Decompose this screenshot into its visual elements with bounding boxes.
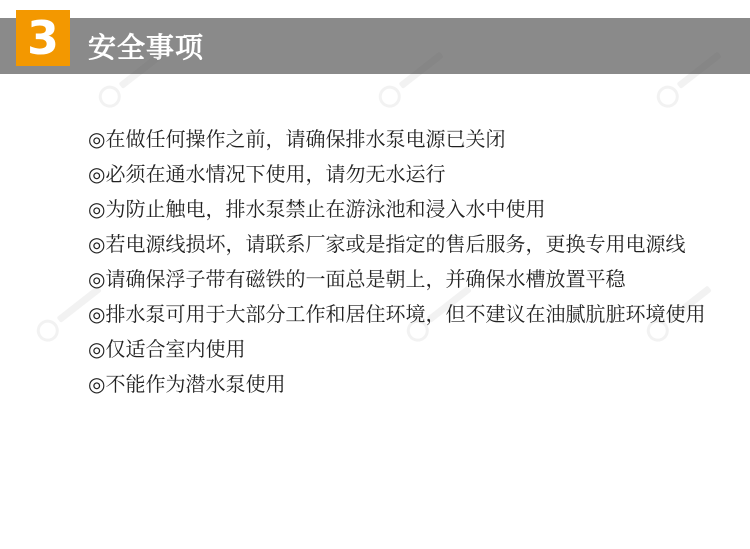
section-title: 安全事项 xyxy=(88,31,205,64)
safety-note-item: ◎请确保浮子带有磁铁的一面总是朝上，并确保水槽放置平稳 xyxy=(88,267,626,291)
safety-note-item: ◎不能作为潜水泵使用 xyxy=(88,372,286,396)
safety-note-item: ◎若电源线损坏，请联系厂家或是指定的售后服务，更换专用电源线 xyxy=(88,232,686,256)
safety-note-item: ◎在做任何操作之前，请确保排水泵电源已关闭 xyxy=(88,127,506,151)
safety-note-item: ◎必须在通水情况下使用，请勿无水运行 xyxy=(88,162,446,186)
safety-notes-list xyxy=(88,122,718,402)
safety-note-item: ◎仅适合室内使用 xyxy=(88,337,246,361)
safety-note-item: ◎为防止触电，排水泵禁止在游泳池和浸入水中使用 xyxy=(88,197,546,221)
section-number-badge: 3 xyxy=(16,10,70,66)
safety-note-item: ◎排水泵可用于大部分工作和居住环境，但不建议在油腻肮脏环境使用 xyxy=(88,302,706,326)
